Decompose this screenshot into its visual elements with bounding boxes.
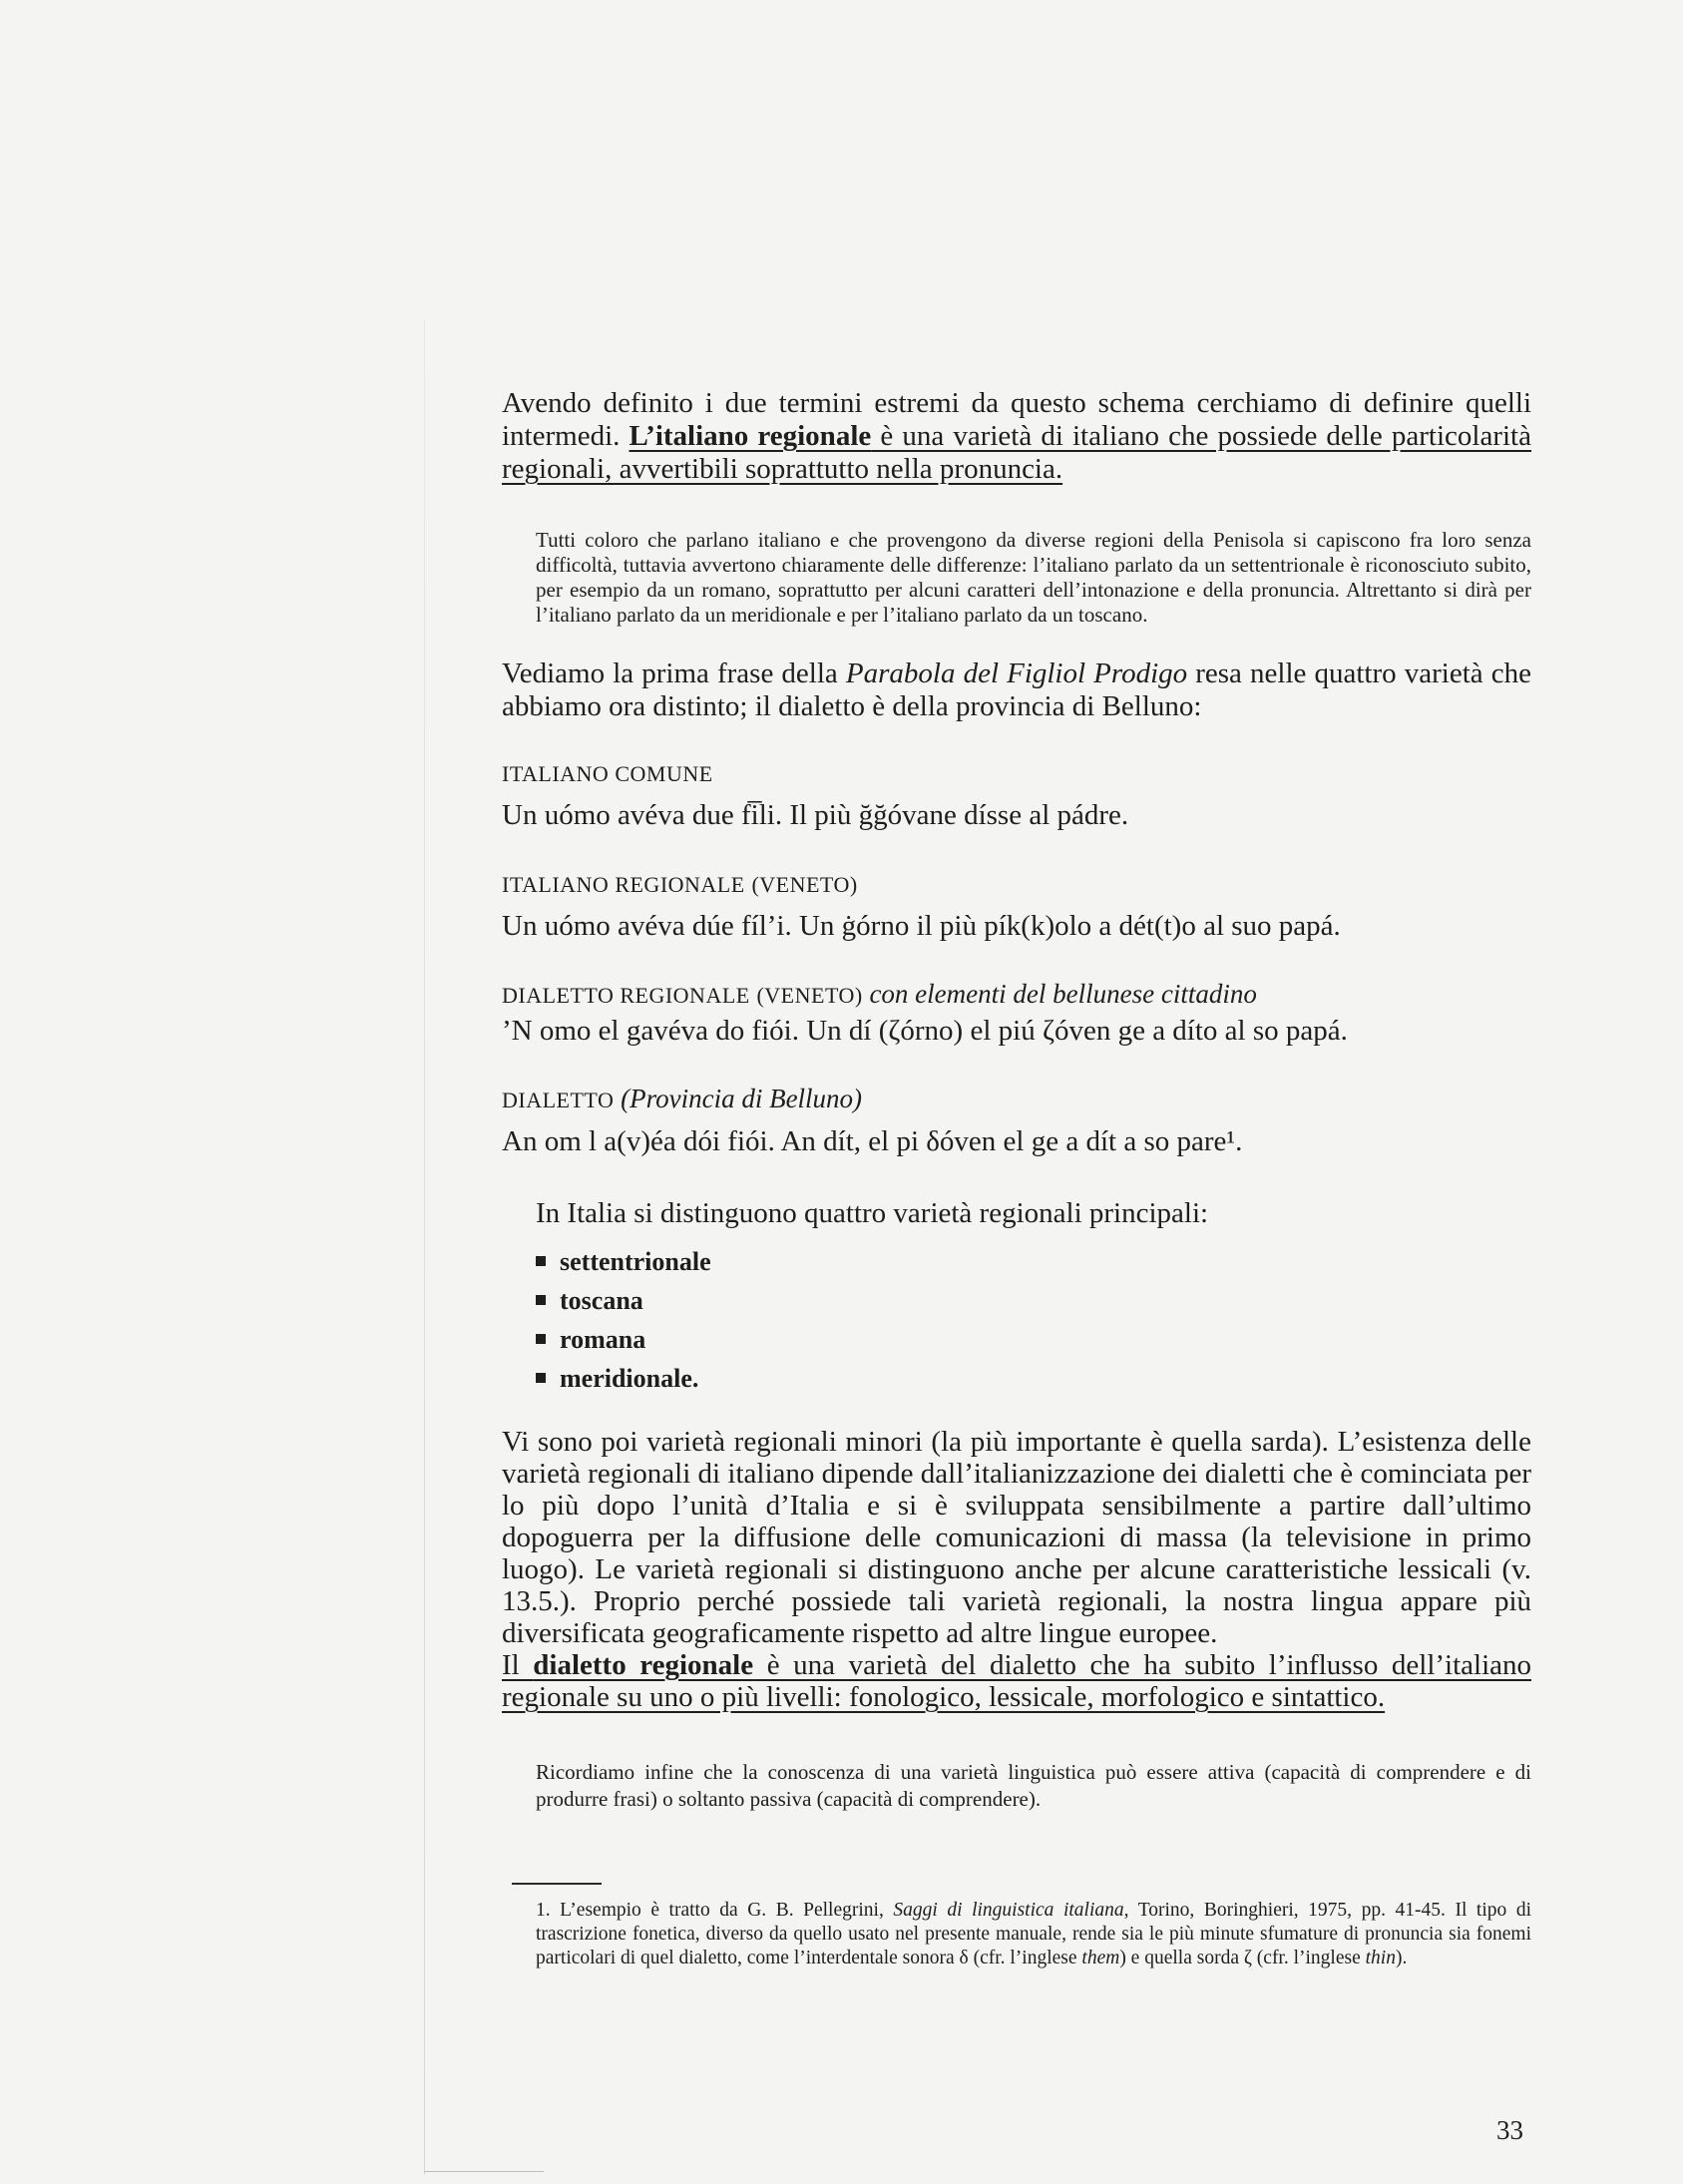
footnote-example-word: thin [1365, 1948, 1396, 1968]
variety-dialetto [502, 1083, 1531, 1160]
list-item [536, 1359, 1531, 1398]
variety-qualifier: (VENETO) [751, 872, 858, 897]
variety-label-line [502, 978, 1531, 1012]
page-content [502, 387, 1531, 1970]
variety-label-line [502, 867, 1531, 901]
intro-paragraph [502, 387, 1531, 486]
bullet-square-icon [536, 1373, 546, 1383]
term-dialetto-regionale: dialetto regionale [533, 1649, 754, 1681]
bullet-square-icon [536, 1334, 546, 1344]
footnote-text: , Torino, Boringhieri, 1975, pp. 41-45. Il tipo di trascrizione fonetica, diverso da quello usato nel presente manuale, rende sia le più minute sfumature di pronuncia sia fonemi particolari di quel dialetto, come l’interdentale sonora δ (cfr. l’inglese [536, 1900, 1531, 1968]
term-italiano-regionale: L’italiano regionale [629, 420, 872, 452]
footnote-example-word: them [1081, 1948, 1120, 1968]
footnote-book-title: Saggi di linguistica italiana [893, 1900, 1124, 1921]
region-label: toscana [560, 1286, 643, 1315]
list-item [536, 1320, 1531, 1359]
bullet-square-icon [536, 1256, 546, 1266]
sheet-bottom-edge [424, 2171, 544, 2172]
variety-label: ITALIANO REGIONALE [502, 872, 745, 897]
variety-sample: ’N omo el gavéva do fiói. Un dí (ζórno) el piú ζóven ge a díto al so papá. [502, 1015, 1348, 1047]
parable-title: Parabola del Figliol Prodigo [845, 657, 1188, 689]
variety-sample: An om l a(v)éa dói fiói. An dít, el pi δóven el ge a dít a so pare¹. [502, 1125, 1243, 1157]
intro-text-start: Avendo definito i due termini estremi da questo schema cerchiamo di definire quelli intermedi. [502, 387, 1531, 452]
footnote-text: ) e quella sorda ζ (cfr. l’inglese [1119, 1948, 1366, 1968]
region-label: romana [560, 1325, 646, 1354]
minor-varieties-paragraph: Vi sono poi varietà regionali minori (la più importante è quella sarda). L’esistenza delle varietà regionali di italiano dipende dall’italianizzazione dei dialetti che è cominciata per lo più dopo l’unità d’Italia e si è sviluppata sensibilmente a partire dall’ultimo dopoguerra per la diffusione delle comunicazioni di massa (la televisione in primo luogo). Le varietà regionali si distinguono anche per alcune caratteristiche lessicali (v. 13.5.). Proprio perché possiede tali varietà regionali, la nostra lingua appare più diversificata geograficamente rispetto ad altre lingue europee. [502, 1426, 1531, 1649]
region-label: settentrionale [560, 1247, 711, 1276]
variety-dialetto-regionale [502, 978, 1531, 1050]
sheet-edge [424, 319, 425, 2175]
note-paragraph-2: Ricordiamo infine che la conoscenza di una varietà linguistica può essere attiva (capacità di comprendere e di produrre frasi) o soltanto passiva (capacità di comprendere). [536, 1760, 1531, 1811]
variety-qualifier: (VENETO) [756, 983, 863, 1008]
regions-list [536, 1242, 1531, 1398]
dialect-definition-paragraph [502, 1649, 1531, 1713]
intro-definition: è una varietà di italiano che possiede delle particolarità regionali, avvertibili soprattutto nella pronuncia. [502, 420, 1531, 485]
note-paragraph-1: Tutti coloro che parlano italiano e che provengono da diverse regioni della Penisola si capiscono fra loro senza difficoltà, tuttavia avvertono chiaramente delle differenze: l’italiano parlato da un settentrionale è riconosciuto subito, per esempio da un romano, soprattutto per alcuni caratteri dell’intonazione e della pronuncia. Altrettanto si dirà per l’italiano parlato da un meridionale e per l’italiano parlato da un toscano. [536, 528, 1531, 627]
page-number: 33 [1496, 2115, 1523, 2145]
parable-paragraph [502, 657, 1531, 723]
variety-sample: Un uómo avéva due fi̅li. Il più ğğóvane dísse al pádre. [502, 799, 1129, 831]
dialect-def-end: è una varietà del dialetto che ha subito l’influsso dell’italiano regionale su uno o più livelli: fonologico, lessicale, morfologico e sintattico. [502, 1649, 1532, 1713]
footnote-text: 1. L’esempio è tratto da G. B. Pellegrini, [536, 1900, 894, 1921]
footnote-rule [512, 1883, 602, 1885]
variety-sample: Un uómo avéva dúe fíl’i. Un ġórno il più pík(k)olo a dét(t)o al suo papá. [502, 910, 1341, 942]
variety-italiano-comune [502, 756, 1531, 834]
list-item [536, 1281, 1531, 1320]
variety-label: ITALIANO COMUNE [502, 761, 713, 786]
region-label: meridionale. [560, 1364, 699, 1393]
variety-italiano-regionale [502, 867, 1531, 945]
variety-label: DIALETTO REGIONALE [502, 983, 750, 1008]
variety-label-line [502, 756, 1531, 790]
variety-label: DIALETTO [502, 1088, 615, 1112]
variety-qualifier-italic: con elementi del bellunese cittadino [869, 979, 1257, 1009]
list-item [536, 1242, 1531, 1281]
parable-text-end: resa nelle quattro varietà che abbiamo ora distinto; il dialetto è della provincia di Belluno: [502, 657, 1531, 722]
variety-label-line [502, 1083, 1531, 1116]
dialect-def-start: Il [502, 1649, 534, 1681]
variety-qualifier-italic: (Provincia di Belluno) [621, 1084, 863, 1113]
bullet-square-icon [536, 1295, 546, 1305]
footnote-text: ). [1395, 1948, 1408, 1968]
footnote [536, 1899, 1531, 1970]
parable-text-start: Vediamo la prima frase della [502, 657, 846, 689]
regions-intro: In Italia si distinguono quattro varietà regionali principali: [536, 1197, 1209, 1229]
